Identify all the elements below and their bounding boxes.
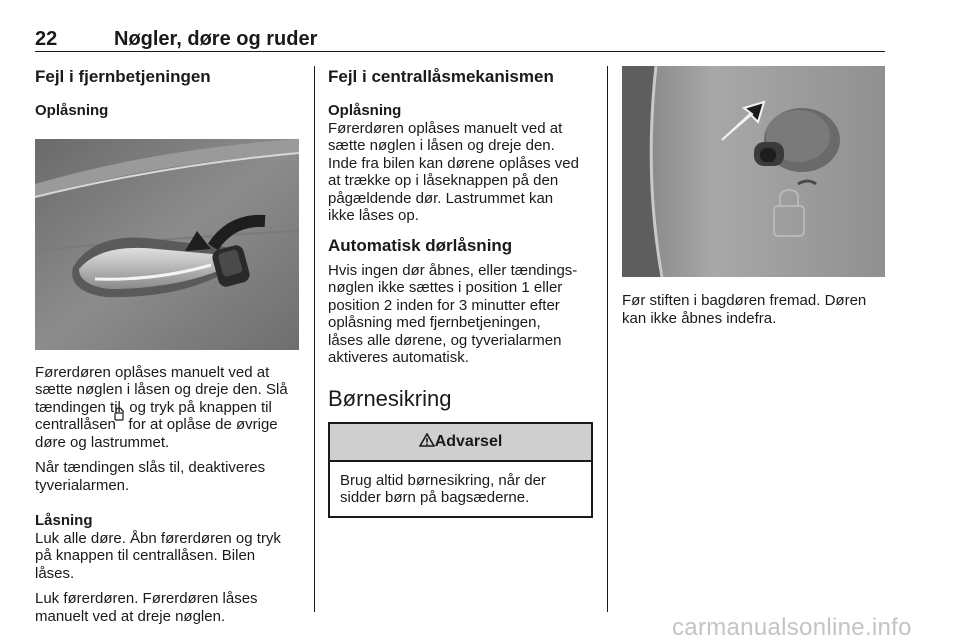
warning-header — [330, 424, 591, 462]
warning-title: Advarsel — [434, 432, 503, 450]
child-lock-image — [622, 66, 885, 277]
warning-triangle-icon — [419, 433, 435, 447]
door-handle-key-illustration — [35, 139, 299, 350]
page-header — [35, 28, 885, 52]
section-heading-child-lock: Børnesikring — [328, 385, 452, 411]
section-heading-auto-lock: Automatisk dørlåsning — [328, 235, 513, 255]
column-divider-left — [314, 66, 315, 612]
warning-box — [328, 422, 593, 518]
column-divider-right — [607, 66, 608, 612]
chapter-title: Nøgler, døre og ruder — [114, 28, 318, 50]
warning-text: Brug altid børnesikring, når der sidder børn på bagsæderne. — [340, 471, 546, 506]
door-handle-image — [35, 139, 299, 350]
child-lock-pin-illustration — [622, 66, 885, 277]
paragraph-lock-steps: Luk alle døre. Åbn førerdøren og tryk på knappen til centrallåsen. Bilen låses. — [35, 529, 281, 582]
paragraph-child-lock-pin: Før stiften i bagdøren fremad. Døren kan ikke åbnes indefra. — [622, 292, 867, 327]
paragraph-auto-lock: Hvis ingen dør åbnes, eller tændings- nøglen ikke sættes i position 1 eller position 2 inden for 3 minutter efter oplåsning med fjernbetjeningen, låses alle dørene, og tyverialarmen aktiveres automatisk. — [328, 261, 578, 366]
subheading-unlock: Oplåsning — [35, 102, 109, 119]
central-lock-icon — [114, 407, 124, 421]
warning-body — [330, 462, 591, 516]
paragraph-alarm-deactivate: Når tændingen slås til, deaktiveres tyverialarmen. — [35, 459, 266, 494]
paragraph-manual-unlock: Førerdøren oplåses manuelt ved at sætte nøglen i låsen og dreje den. Slå tændingen til, og tryk på knappen til centrallåsen for at oplåse de øvrige døre og lastrummet. — [35, 363, 288, 451]
section-heading-central-lock: Fejl i centrallåsmekanismen — [328, 67, 554, 86]
header-rule — [35, 51, 885, 52]
column-remote-failure — [35, 66, 301, 625]
page-number: 22 — [35, 28, 58, 50]
column-child-lock — [622, 66, 887, 327]
section-heading-remote: Fejl i fjernbetjeningen — [35, 67, 211, 86]
subheading-unlock-2: Oplåsning — [328, 102, 402, 119]
watermark: carmanualsonline.info — [672, 614, 912, 641]
subheading-lock: Låsning — [35, 512, 93, 529]
column-central-lock-failure — [328, 66, 593, 518]
paragraph-lock-manual: Luk førerdøren. Førerdøren låses manuelt ved at dreje nøglen. — [35, 590, 258, 625]
paragraph-central-unlock: Førerdøren oplåses manuelt ved at sætte nøglen i låsen og dreje den. Inde fra bilen kan dørene oplåses ved at trække op i låseknappen på den pågældende dør. Lastrummet kan ikke låses op. — [328, 119, 579, 224]
